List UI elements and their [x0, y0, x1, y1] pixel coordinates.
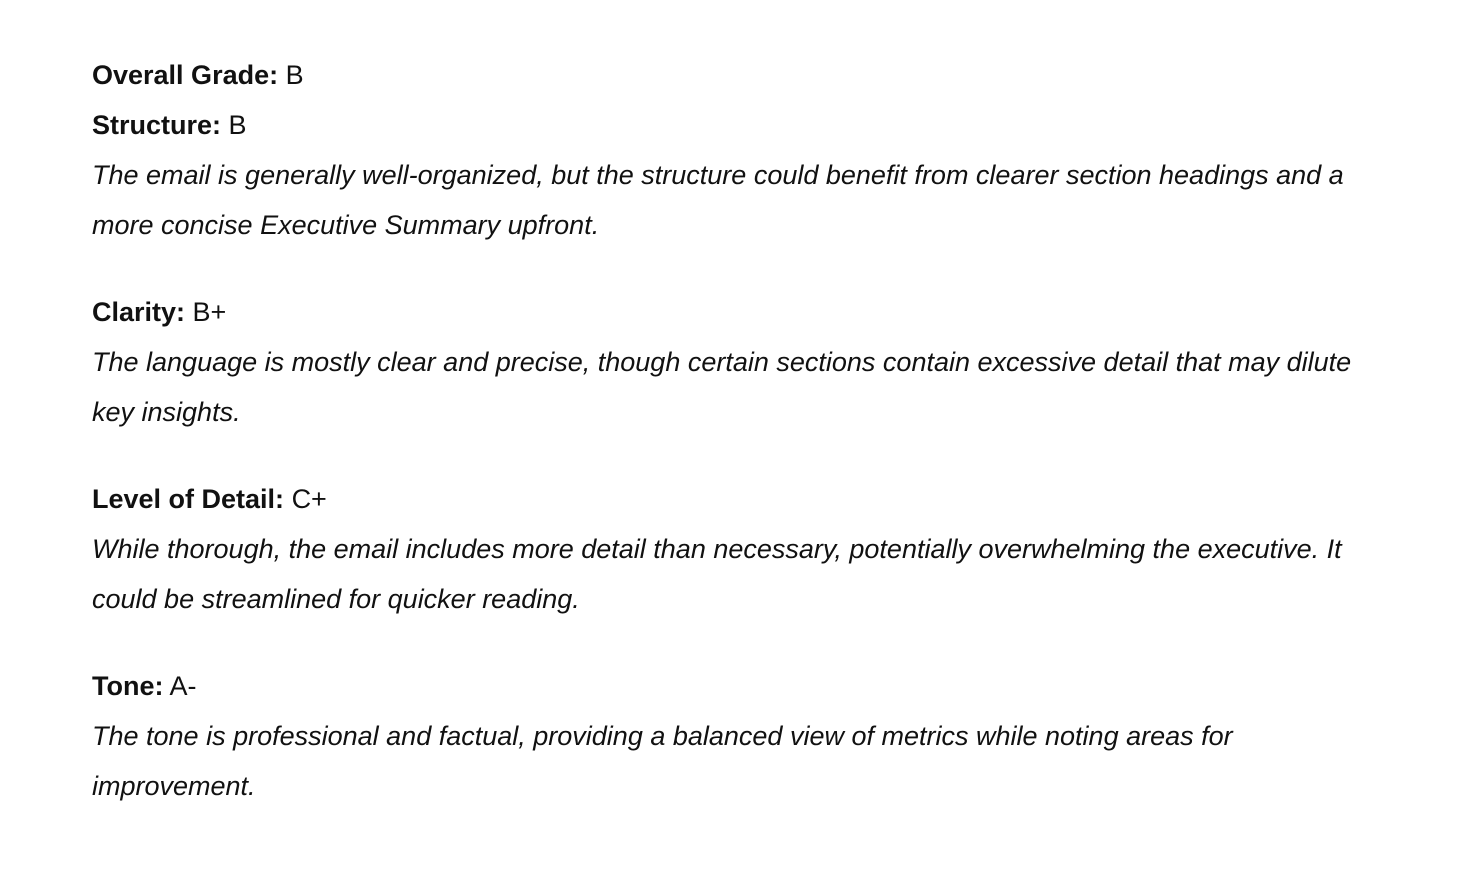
section-clarity: [92, 287, 1382, 437]
overall-grade-line: [92, 50, 1382, 100]
tone-description: The tone is professional and factual, providing a balanced view of metrics while noting areas for improvement.: [92, 721, 1233, 801]
tone-grade-line: [92, 661, 1382, 711]
section-structure: [92, 100, 1382, 250]
section-tone: [92, 661, 1382, 811]
clarity-label: Clarity:: [92, 297, 186, 327]
section-level-of-detail: [92, 474, 1382, 624]
clarity-grade: B+: [192, 297, 227, 327]
structure-label: Structure:: [92, 110, 222, 140]
structure-grade: B: [228, 110, 247, 140]
detail-grade: C+: [291, 484, 327, 514]
detail-label: Level of Detail:: [92, 484, 285, 514]
detail-grade-line: [92, 474, 1382, 524]
structure-grade-line: [92, 100, 1382, 150]
overall-grade-label: Overall Grade:: [92, 60, 279, 90]
detail-description: While thorough, the email includes more detail than necessary, potentially overwhelming the executive. It could be streamlined for quicker reading.: [92, 534, 1342, 614]
evaluation-document: [92, 50, 1382, 811]
structure-description: The email is generally well-organized, but the structure could benefit from clearer section headings and a more concise Executive Summary upfront.: [92, 160, 1344, 240]
clarity-grade-line: [92, 287, 1382, 337]
tone-label: Tone:: [92, 671, 164, 701]
overall-grade-value: B: [285, 60, 304, 90]
tone-grade: A-: [169, 671, 197, 701]
clarity-description: The language is mostly clear and precise, though certain sections contain excessive detail that may dilute key insights.: [92, 347, 1352, 427]
